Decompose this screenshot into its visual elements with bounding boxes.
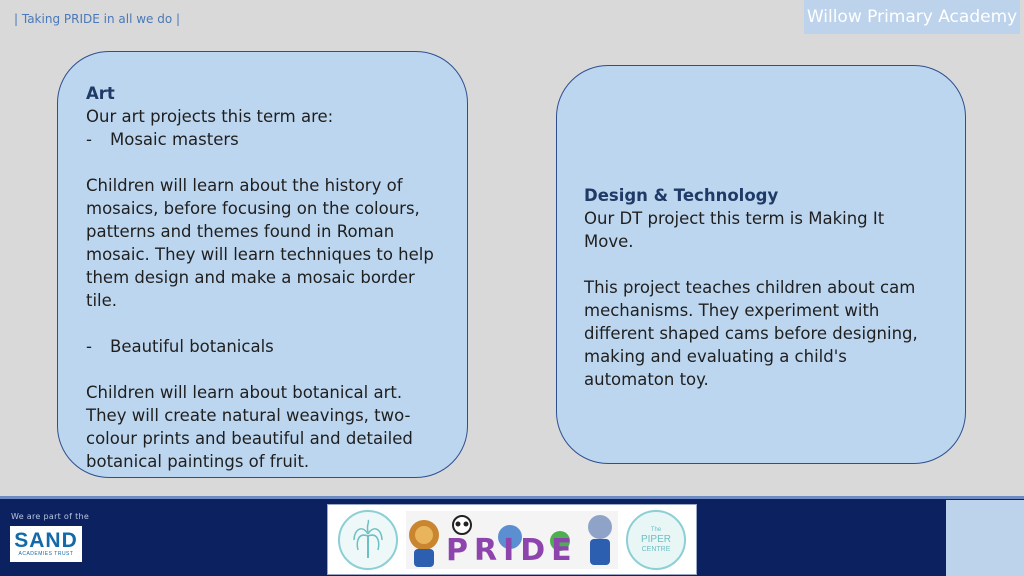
piper-logo-line: CENTRE bbox=[641, 545, 671, 553]
art-project-name: Mosaic masters bbox=[110, 130, 239, 149]
art-card bbox=[57, 51, 468, 478]
dt-description: This project teaches children about cam mechanisms. They experiment with different shaped cams before designing, making and evaluating a child's automaton toy. bbox=[584, 278, 918, 389]
corner-panel bbox=[946, 500, 1024, 576]
willow-tree-logo bbox=[338, 510, 398, 570]
partner-logo-strip bbox=[327, 504, 697, 575]
part-of-label: We are part of the bbox=[11, 512, 90, 521]
art-project-item bbox=[86, 335, 439, 358]
piper-logo-line: PIPER bbox=[640, 533, 671, 545]
piper-centre-logo bbox=[626, 510, 686, 570]
pride-word: PRIDE bbox=[446, 532, 578, 568]
tagline: | Taking PRIDE in all we do | bbox=[14, 12, 181, 26]
bullet-dash: - bbox=[86, 130, 92, 149]
sand-logo-word: SAND bbox=[14, 529, 78, 552]
piper-logo-line: The bbox=[650, 526, 662, 533]
sand-logo-subtitle: ACADEMIES TRUST bbox=[18, 551, 74, 557]
sand-trust-logo bbox=[10, 526, 82, 562]
art-intro: Our art projects this term are: bbox=[86, 107, 334, 126]
art-project-name: Beautiful botanicals bbox=[110, 337, 274, 356]
school-name-badge: Willow Primary Academy bbox=[804, 0, 1020, 34]
dt-card bbox=[556, 65, 966, 464]
art-project-description: Children will learn about the history of mosaics, before focusing on the colours, patterns and themes found in Roman mosaic. They will learn techniques to help them design and make a mosaic border tile. bbox=[86, 176, 434, 310]
willow-tree-icon bbox=[348, 518, 388, 562]
art-project-description: Children will learn about botanical art. They will create natural weavings, two-colour prints and beautiful and detailed botanical paintings of fruit. bbox=[86, 383, 413, 471]
bullet-dash: - bbox=[86, 337, 92, 356]
art-title: Art bbox=[86, 84, 115, 103]
pride-banner bbox=[406, 511, 618, 569]
dt-title: Design & Technology bbox=[584, 186, 779, 205]
dt-intro: Our DT project this term is Making It Move. bbox=[584, 209, 885, 251]
art-project-item bbox=[86, 128, 439, 151]
